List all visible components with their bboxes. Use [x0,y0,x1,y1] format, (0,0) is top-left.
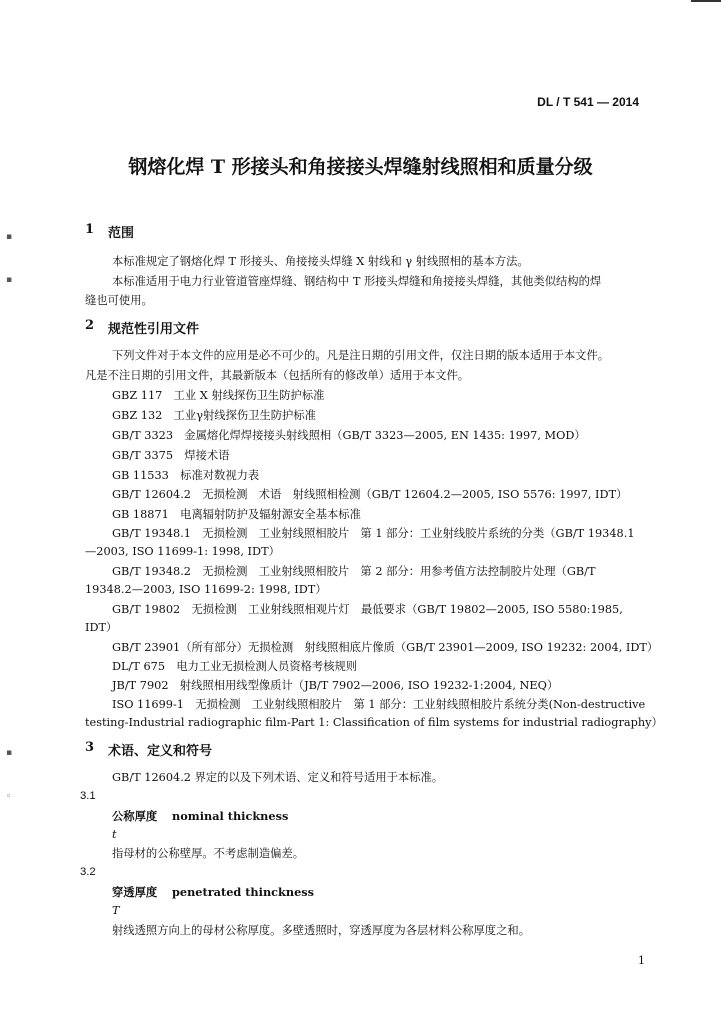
reference-item: GBZ 132 工业γ射线探伤卫生防护标准 [112,409,316,422]
section-1-number: 1 [85,222,95,237]
reference-item: GB/T 3323 金属熔化焊焊接接头射线照相（GB/T 3323—2005, EN 1435: 1997, MOD） [112,429,586,442]
reference-item: GBZ 117 工业 X 射线探伤卫生防护标准 [112,389,325,402]
reference-item: GB 11533 标准对数视力表 [112,469,260,482]
margin-mark: ▪ [6,748,13,758]
margin-mark: ▪ [6,232,13,242]
term-chinese: 公称厚度 [112,809,158,823]
term-chinese: 穿透厚度 [112,885,158,899]
reference-item: DL/T 675 电力工业无损检测人员资格考核规则 [112,660,358,673]
term-definition: 射线透照方向上的母材公称厚度。多壁透照时，穿透厚度为各层材料公称厚度之和。 [112,924,530,937]
reference-item: GB/T 19348.1 无损检测 工业射线照相胶片 第 1 部分：工业射线胶片系统的分类（GB/T 19348.1 [112,527,635,540]
term-english: nominal thickness [172,809,289,823]
term-symbol: T [112,904,120,917]
reference-item: GB 18871 电离辐射防护及辐射源安全基本标准 [112,508,361,521]
section-3-intro: GB/T 12604.2 界定的以及下列术语、定义和符号适用于本标准。 [112,771,444,784]
reference-item: JB/T 7902 射线照相用线型像质计（JB/T 7902—2006, ISO 19232-1:2004, NEQ） [112,679,559,692]
section-3-heading: 术语、定义和符号 [108,744,213,759]
reference-item: GB/T 19348.2 无损检测 工业射线照相胶片 第 2 部分：用参考值方法控制胶片处理（GB/T [112,565,596,578]
reference-item-continued: —2003, ISO 11699-1: 1998, IDT） [85,545,280,558]
document-number: DL / T 541 — 2014 [537,95,639,109]
reference-item: GB/T 19802 无损检测 工业射线照相观片灯 最低要求（GB/T 19802—2005, ISO 5580:1985, [112,603,623,616]
document-title: 钢熔化焊 T 形接头和角接接头焊缝射线照相和质量分级 [128,156,593,178]
reference-item-continued: 19348.2—2003, ISO 11699-2: 1998, IDT） [85,583,327,596]
reference-item: GB/T 12604.2 无损检测 术语 射线照相检测（GB/T 12604.2—2005, ISO 5576: 1997, IDT） [112,488,628,501]
term-symbol: t [112,828,117,841]
section-2-heading: 规范性引用文件 [108,322,200,337]
section-2-intro: 凡是不注日期的引用文件，其最新版本（包括所有的修改单）适用于本文件。 [85,369,470,382]
margin-mark: ▪ [6,275,13,285]
section-2-number: 2 [85,318,95,333]
term-number: 3.2 [80,866,96,878]
margin-mark: ◦ [6,792,12,802]
section-1-paragraph: 本标准适用于电力行业管道管座焊缝、钢结构中 T 形接头焊缝和角接接头焊缝，其他类似结构的焊 [112,275,602,288]
term-number: 3.1 [80,790,96,802]
section-3-number: 3 [85,740,95,755]
reference-item: GB/T 23901（所有部分）无损检测 射线照相底片像质（GB/T 23901—2009, ISO 19232: 2004, IDT） [112,641,659,654]
reference-item: ISO 11699-1 无损检测 工业射线照相胶片 第 1 部分：工业射线照相胶片系统分类(Non-destructive [112,698,646,711]
page-number: 1 [638,954,645,967]
corner-rule [691,0,721,2]
term-english: penetrated thinckness [172,885,314,899]
section-1-heading: 范围 [108,226,135,241]
reference-item-continued: IDT） [85,621,118,634]
section-2-intro: 下列文件对于本文件的应用是必不可少的。凡是注日期的引用文件，仅注日期的版本适用于本文件。 [112,349,610,362]
reference-item-continued: testing-Industrial radiographic film-Part 1: Classification of film systems for industrial radiography） [85,716,663,729]
term-definition: 指母材的公称壁厚。不考虑制造偏差。 [112,847,305,860]
section-1-paragraph: 缝也可使用。 [85,294,153,307]
reference-item: GB/T 3375 焊接术语 [112,449,230,462]
section-1-paragraph: 本标准规定了钢熔化焊 T 形接头、角接接头焊缝 X 射线和 γ 射线照相的基本方法。 [112,255,529,268]
